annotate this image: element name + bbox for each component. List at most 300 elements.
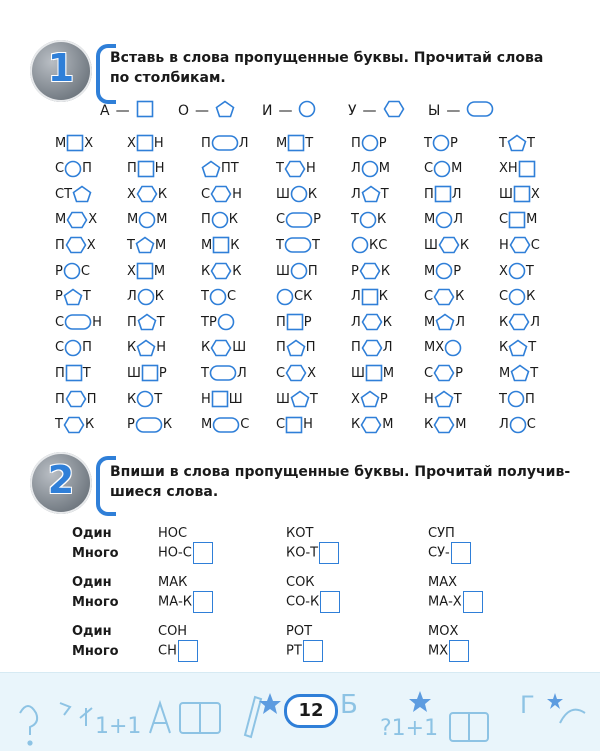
word-singular: СОН [158, 624, 188, 639]
word-suffix: К [228, 212, 239, 228]
square-icon[interactable] [212, 236, 230, 254]
word-suffix: Ш [228, 391, 243, 407]
grid-word [127, 210, 167, 230]
legend-item-3 [348, 100, 405, 122]
pentagon-icon[interactable] [136, 339, 156, 357]
pentagon-icon[interactable] [290, 390, 310, 408]
hexagon-icon[interactable] [509, 236, 531, 254]
word-plural [286, 542, 339, 564]
grid-word [424, 338, 462, 358]
circle-icon[interactable] [211, 211, 229, 229]
answer-box[interactable] [463, 591, 483, 613]
grid-word [55, 184, 92, 204]
word-singular: РОТ [286, 624, 313, 639]
hexagon-icon[interactable] [63, 416, 85, 434]
word-prefix: М [499, 365, 511, 381]
word-suffix: СК [294, 289, 313, 305]
word-prefix: М [55, 212, 67, 228]
word-singular: КОТ [286, 526, 314, 541]
word-prefix: П [127, 314, 137, 330]
grid-word [351, 363, 394, 383]
grid-word [276, 312, 312, 332]
grid-word [127, 133, 164, 153]
grid-word [201, 235, 239, 255]
grid-word [55, 389, 97, 409]
word-prefix: К [201, 340, 211, 356]
grid-word [127, 363, 167, 383]
hexagon-icon[interactable] [433, 364, 455, 382]
hexagon-icon[interactable] [136, 185, 158, 203]
grid-word [499, 312, 540, 332]
word-suffix: К [162, 417, 173, 433]
word-singular: МОХ [428, 624, 459, 639]
circle-icon[interactable] [361, 134, 379, 152]
grid-word [499, 133, 535, 153]
pentagon-icon[interactable] [507, 134, 527, 152]
word-prefix: П [127, 161, 137, 177]
word-singular: СОК [286, 575, 315, 590]
word-prefix: П [55, 365, 65, 381]
grid-word [276, 338, 316, 358]
word-prefix: М [201, 417, 213, 433]
answer-box[interactable] [303, 640, 323, 662]
word-prefix: Т [351, 212, 359, 228]
pill-icon[interactable] [211, 134, 239, 152]
square-icon[interactable] [286, 313, 304, 331]
answer-box[interactable] [193, 542, 213, 564]
word-prefix: Н [201, 391, 211, 407]
word-suffix: Н [92, 314, 102, 330]
word-suffix: Т [82, 289, 91, 305]
grid-word [127, 312, 165, 332]
word-prefix: Л [499, 417, 509, 433]
hexagon-icon[interactable] [433, 288, 455, 306]
pentagon-icon[interactable] [72, 185, 92, 203]
grid-word [127, 184, 167, 204]
grid-word [201, 389, 243, 409]
hexagon-icon[interactable] [66, 211, 88, 229]
word-suffix: П [82, 161, 92, 177]
circle-icon[interactable] [433, 160, 451, 178]
word-prefix: П [55, 237, 65, 253]
circle-icon[interactable] [290, 262, 308, 280]
word-prefix: М [424, 263, 436, 279]
word-plural-text: КО-Т [286, 545, 319, 561]
legend-letter: И [262, 103, 273, 119]
word-suffix: Н [303, 417, 313, 433]
word-prefix: Р [351, 263, 359, 279]
hexagon-icon[interactable] [361, 313, 383, 331]
pill-icon[interactable] [212, 416, 240, 434]
hexagon-icon[interactable] [433, 416, 455, 434]
grid-word [351, 415, 393, 435]
word-prefix: Л [351, 289, 361, 305]
grid-word [201, 184, 242, 204]
word-prefix: М [55, 135, 67, 151]
hexagon-icon[interactable] [438, 236, 460, 254]
word-suffix: Т [528, 340, 537, 356]
square-icon[interactable] [365, 364, 383, 382]
word-prefix: Р [127, 417, 135, 433]
circle-icon[interactable] [359, 211, 377, 229]
circle-icon[interactable] [509, 416, 527, 434]
word-prefix: К [499, 340, 509, 356]
word-prefix: С [276, 212, 286, 228]
square-icon[interactable] [136, 134, 154, 152]
pentagon-icon[interactable] [435, 313, 455, 331]
word-suffix: Х [86, 237, 96, 253]
word-prefix: К [351, 417, 361, 433]
task2-instruction: Впиши в слова пропущенные буквы. Прочитай получив- шиеся слова. [110, 464, 571, 500]
circle-icon[interactable] [136, 390, 154, 408]
word-prefix: Т [276, 237, 284, 253]
pentagon-icon[interactable] [135, 236, 155, 254]
word-plural-text: СН [158, 643, 177, 659]
pentagon-icon[interactable] [286, 339, 306, 357]
word-suffix: Н [154, 161, 165, 177]
grid-word [351, 261, 390, 281]
grid-word [55, 159, 92, 179]
pentagon-icon[interactable] [137, 313, 157, 331]
word-suffix: К [154, 289, 165, 305]
word-prefix: С [424, 365, 434, 381]
hexagon-icon[interactable] [508, 313, 530, 331]
word-singular: СУП [428, 526, 455, 541]
label-one: Один [72, 575, 112, 590]
word-prefix: К [127, 340, 137, 356]
grid-word [276, 184, 317, 204]
grid-word [499, 287, 535, 307]
word-plural-text: РТ [286, 643, 302, 659]
grid-word [276, 261, 318, 281]
square-icon[interactable] [287, 134, 305, 152]
word-suffix: Т [380, 186, 389, 202]
word-suffix: Ш [232, 340, 247, 356]
legend-letter: А [100, 103, 110, 119]
grid-word [499, 210, 537, 230]
word-prefix: Ш [276, 186, 290, 202]
grid-word [127, 261, 165, 281]
word-suffix: К [232, 263, 242, 279]
grid-word [127, 235, 166, 255]
word-prefix: Ш [127, 365, 141, 381]
square-icon[interactable] [136, 262, 154, 280]
word-suffix: М [382, 365, 395, 381]
word-suffix: Л [236, 365, 247, 381]
word-prefix: М [201, 237, 213, 253]
word-plural [158, 542, 213, 564]
word-suffix: Н [305, 161, 316, 177]
word-suffix: М [451, 161, 463, 177]
hexagon-icon[interactable] [65, 390, 87, 408]
svg-text:Г: Г [520, 691, 535, 719]
grid-word [201, 210, 238, 230]
grid-word [55, 133, 93, 153]
word-plural [428, 591, 483, 613]
legend-item-2 [262, 100, 316, 122]
word-prefix: М [424, 314, 436, 330]
word-suffix: Л [455, 314, 465, 330]
circle-icon[interactable] [63, 262, 81, 280]
grid-word [424, 210, 463, 230]
grid-word [201, 338, 246, 358]
circle-icon[interactable] [64, 160, 82, 178]
word-prefix: СТ [55, 186, 73, 202]
word-prefix: Т [499, 135, 507, 151]
word-prefix: П [276, 340, 286, 356]
hexagon-icon[interactable] [65, 236, 87, 254]
word-prefix: Ш [499, 186, 513, 202]
circle-icon[interactable] [435, 211, 453, 229]
word-suffix: М [526, 212, 538, 228]
square-icon[interactable] [361, 288, 379, 306]
grid-word [499, 261, 534, 281]
grid-word [499, 235, 540, 255]
grid-word [201, 133, 249, 153]
word-suffix: К [526, 289, 536, 305]
word-suffix: М [378, 161, 390, 177]
word-suffix: Х [88, 212, 98, 228]
pill-icon[interactable] [135, 416, 163, 434]
word-suffix: Т [309, 391, 318, 407]
word-plural-text: НО-С [158, 545, 192, 561]
pentagon-icon[interactable] [360, 390, 380, 408]
circle-icon[interactable] [508, 262, 526, 280]
word-singular: МАХ [428, 575, 458, 590]
word-prefix: С [201, 186, 211, 202]
word-prefix: К [499, 314, 509, 330]
word-prefix: Х [499, 263, 508, 279]
circle-icon[interactable] [351, 236, 369, 254]
answer-box[interactable] [449, 640, 469, 662]
grid-word [55, 363, 91, 383]
word-plural [286, 591, 340, 613]
circle-icon[interactable] [217, 313, 235, 331]
answer-box[interactable] [178, 640, 198, 662]
pill-icon[interactable] [64, 313, 92, 331]
grid-word [276, 235, 320, 255]
word-prefix: ТР [201, 314, 217, 330]
word-suffix: Н [156, 340, 167, 356]
word-suffix: Л [453, 212, 463, 228]
word-prefix: Т [276, 161, 284, 177]
hexagon-icon[interactable] [210, 262, 232, 280]
word-suffix: П [305, 340, 316, 356]
word-suffix: М [153, 263, 166, 279]
word-plural-text: СУ- [428, 545, 450, 561]
square-icon[interactable] [137, 160, 155, 178]
word-suffix: П [82, 340, 92, 356]
hexagon-icon[interactable] [210, 339, 232, 357]
legend-item-4 [428, 100, 494, 122]
word-suffix: Т [526, 135, 535, 151]
grid-word [424, 389, 462, 409]
hexagon-icon[interactable] [361, 339, 383, 357]
word-prefix: Ш [424, 237, 438, 253]
grid-word [276, 133, 313, 153]
grid-word [424, 415, 466, 435]
word-prefix: ХН [499, 161, 518, 177]
legend-dash: — [278, 103, 293, 119]
circle-icon[interactable] [361, 160, 379, 178]
grid-word [499, 338, 536, 358]
word-prefix: С [55, 340, 65, 356]
word-prefix: Т [201, 365, 209, 381]
square-icon[interactable] [65, 364, 83, 382]
pill-icon[interactable] [284, 236, 312, 254]
grid-word [276, 159, 316, 179]
hexagon-icon[interactable] [285, 364, 307, 382]
legend-dash: — [446, 103, 461, 119]
word-prefix: Т [201, 289, 209, 305]
word-prefix: П [276, 314, 286, 330]
grid-word [351, 287, 388, 307]
word-suffix: ПТ [221, 161, 239, 177]
circle-icon[interactable] [432, 134, 450, 152]
square-icon[interactable] [66, 134, 84, 152]
grid-word [351, 312, 392, 332]
grid-word [351, 235, 387, 255]
circle-icon[interactable] [64, 339, 82, 357]
circle-icon[interactable] [290, 185, 308, 203]
grid-word [351, 133, 387, 153]
word-suffix: Р [313, 212, 321, 228]
word-prefix: П [201, 212, 211, 228]
grid-word [424, 287, 464, 307]
word-suffix: Х [307, 365, 316, 381]
grid-word [127, 389, 162, 409]
word-suffix: Р [158, 365, 167, 381]
word-singular: НОС [158, 526, 188, 541]
word-suffix: К [307, 186, 318, 202]
pentagon-icon[interactable] [434, 390, 454, 408]
legend-dash: — [115, 103, 130, 119]
grid-word [276, 210, 321, 230]
word-prefix: М [276, 135, 288, 151]
page-number: 12 [284, 694, 338, 728]
word-suffix: Л [451, 186, 462, 202]
grid-word [201, 312, 235, 332]
circle-icon[interactable] [435, 262, 453, 280]
word-suffix: Т [311, 237, 320, 253]
word-prefix: С [499, 212, 509, 228]
circle-icon[interactable] [276, 288, 294, 306]
grid-word [424, 363, 463, 383]
pill-icon[interactable] [285, 211, 313, 229]
word-prefix: Н [424, 391, 434, 407]
svg-text:Б: Б [340, 690, 358, 720]
answer-box[interactable] [319, 542, 339, 564]
word-suffix: С [80, 263, 90, 279]
square-icon[interactable] [513, 185, 531, 203]
grid-word [424, 235, 469, 255]
word-prefix: М [424, 212, 436, 228]
shape-legend [0, 100, 600, 122]
grid-word [424, 133, 458, 153]
hexagon-icon[interactable] [360, 416, 382, 434]
pill-icon[interactable] [209, 364, 237, 382]
word-suffix: М [455, 417, 467, 433]
word-suffix: С [530, 237, 540, 253]
pentagon-icon[interactable] [361, 185, 381, 203]
circle-icon[interactable] [138, 211, 156, 229]
word-suffix: С [526, 417, 536, 433]
square-icon[interactable] [434, 185, 452, 203]
legend-letter: У [348, 103, 357, 119]
answer-box[interactable] [320, 591, 340, 613]
hexagon-icon[interactable] [284, 160, 306, 178]
square-icon[interactable] [211, 390, 229, 408]
word-suffix: КС [369, 237, 388, 253]
grid-word [55, 210, 97, 230]
word-suffix: Р [379, 391, 388, 407]
square-icon[interactable] [141, 364, 159, 382]
grid-word [351, 210, 386, 230]
word-suffix: П [524, 391, 535, 407]
grid-word [499, 415, 536, 435]
square-icon[interactable] [518, 160, 536, 178]
word-prefix: Х [351, 391, 360, 407]
word-plural [286, 640, 323, 662]
word-prefix: Ш [351, 365, 365, 381]
word-suffix: Л [530, 314, 541, 330]
task-number-badge: 1 [30, 40, 92, 102]
circle-icon[interactable] [137, 288, 155, 306]
grid-word [201, 415, 249, 435]
word-suffix: П [307, 263, 318, 279]
pentagon-icon[interactable] [201, 160, 221, 178]
grid-word [276, 389, 318, 409]
word-prefix: Х [127, 186, 136, 202]
word-suffix: Т [525, 263, 534, 279]
word-prefix: П [55, 391, 65, 407]
square-icon[interactable] [508, 211, 526, 229]
circle-icon[interactable] [444, 339, 462, 357]
word-prefix: С [276, 417, 286, 433]
word-prefix: С [424, 161, 434, 177]
label-one: Один [72, 526, 112, 541]
word-suffix: Т [154, 391, 163, 407]
word-suffix: Н [232, 186, 242, 202]
task1-instruction: Вставь в слова пропущенные буквы. Прочитай слова по столбикам. [110, 50, 544, 86]
word-suffix: К [459, 237, 470, 253]
word-prefix: Л [127, 289, 137, 305]
word-suffix: С [226, 289, 237, 305]
answer-box[interactable] [451, 542, 471, 564]
label-many: Много [72, 546, 119, 561]
legend-letter: О [178, 103, 190, 119]
word-prefix: Т [424, 135, 432, 151]
circle-icon[interactable] [209, 288, 227, 306]
word-suffix: К [230, 237, 240, 253]
pentagon-icon[interactable] [63, 288, 83, 306]
word-suffix: К [376, 212, 387, 228]
legend-item-0 [100, 100, 154, 122]
pentagon-icon[interactable] [510, 364, 530, 382]
circle-icon[interactable] [507, 390, 525, 408]
grid-word [424, 159, 462, 179]
grid-word [499, 363, 538, 383]
hexagon-icon[interactable] [359, 262, 381, 280]
word-prefix: С [276, 365, 286, 381]
word-prefix: П [351, 135, 361, 151]
pentagon-icon[interactable] [508, 339, 528, 357]
circle-icon[interactable] [508, 288, 526, 306]
hexagon-icon[interactable] [210, 185, 232, 203]
square-icon[interactable] [285, 416, 303, 434]
answer-box[interactable] [193, 591, 213, 613]
grid-word [55, 235, 96, 255]
